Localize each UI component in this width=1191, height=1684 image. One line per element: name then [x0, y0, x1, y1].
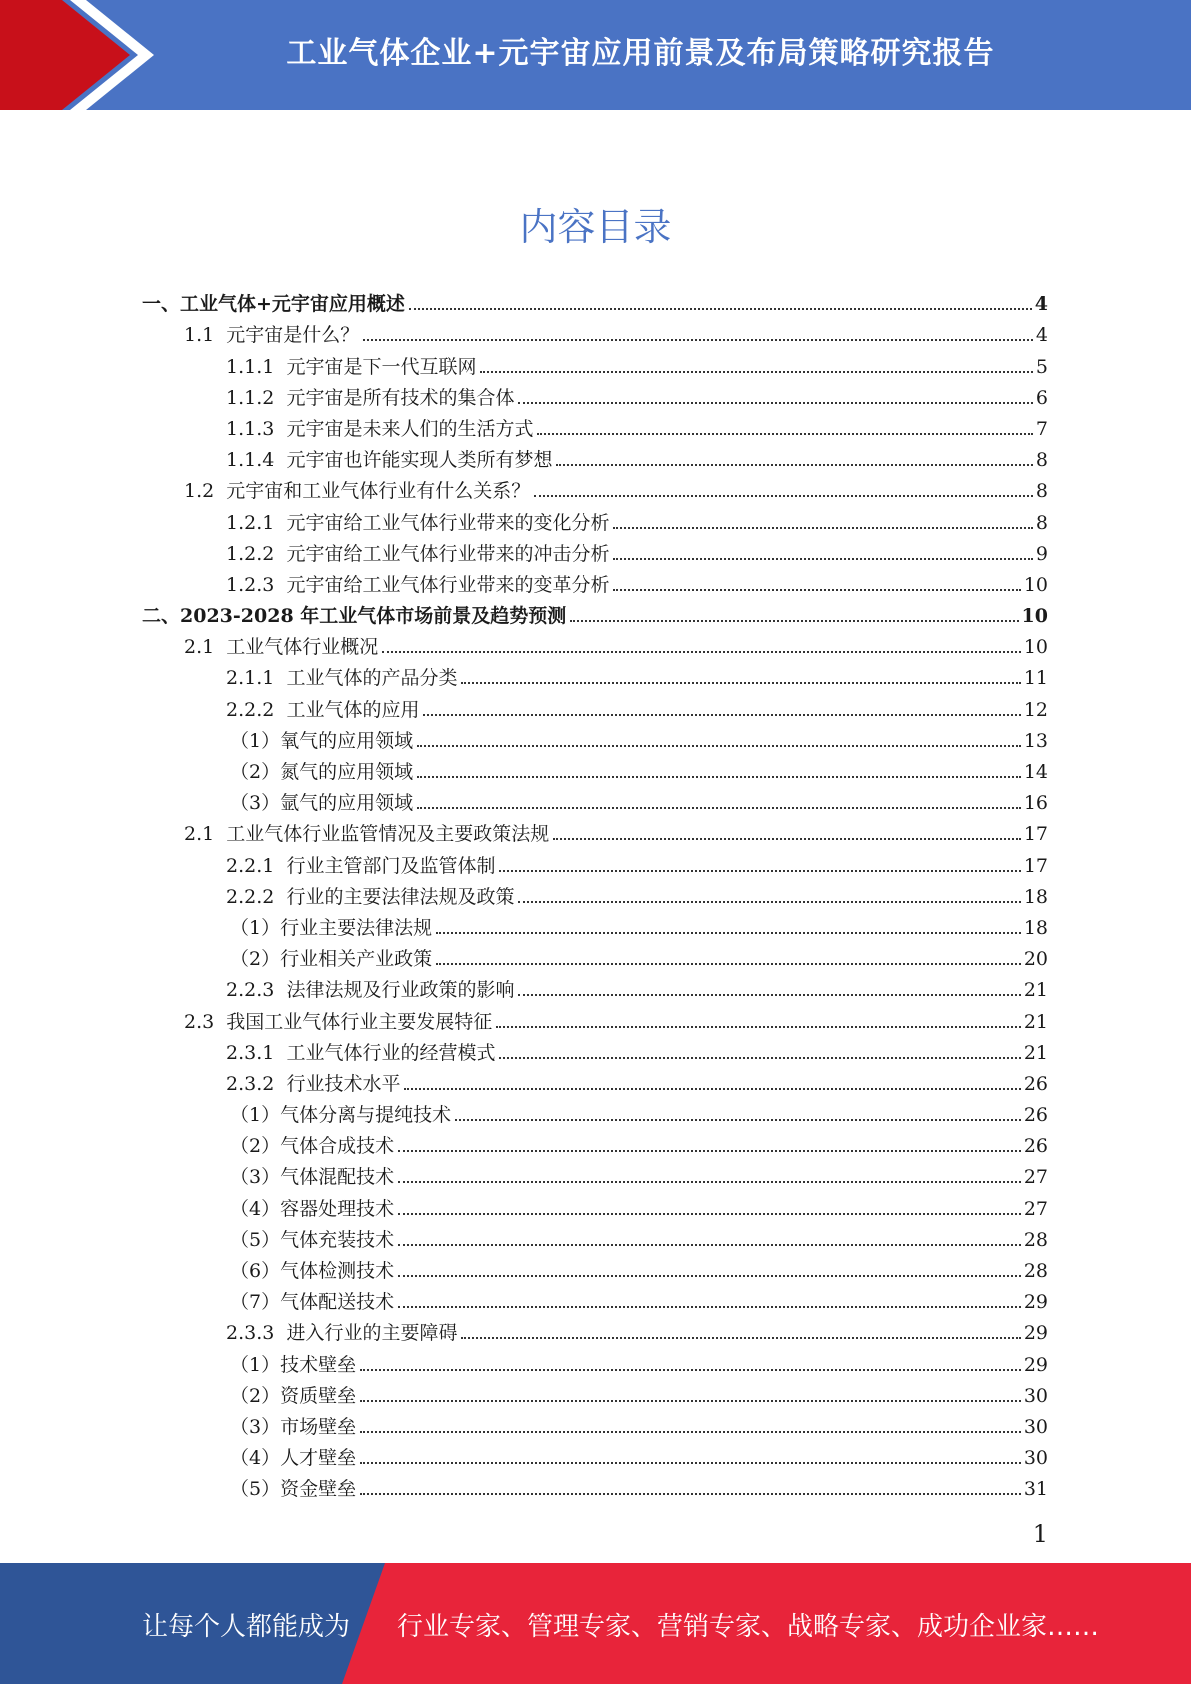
toc-entry-number: 1.1 [184, 324, 227, 347]
toc-entry-title: 进入行业的主要障碍 [286, 1322, 458, 1345]
toc-entry-title: 技术壁垒 [280, 1353, 357, 1376]
dot-leader [537, 433, 1032, 435]
toc-entry-title: 我国工业气体行业主要发展特征 [226, 1010, 493, 1033]
toc-entry[interactable] [142, 1469, 1048, 1500]
toc-entry-number: 2.3.2 [226, 1072, 287, 1095]
toc-entry-page: 29 [1023, 1291, 1048, 1314]
toc-entry[interactable] [142, 315, 1048, 346]
toc-entry-title: 元宇宙给工业气体行业带来的变化分析 [286, 511, 610, 534]
toc-entry-page: 9 [1035, 542, 1048, 565]
toc-entry-number: 2.1 [184, 823, 227, 846]
toc-entry-page: 28 [1023, 1228, 1048, 1251]
dot-leader [409, 308, 1032, 310]
toc-entry-title: 元宇宙给工业气体行业带来的变革分析 [286, 573, 610, 596]
toc-entry-title: 行业技术水平 [286, 1072, 401, 1095]
toc-entry-page: 27 [1023, 1197, 1048, 1220]
dot-leader [613, 527, 1032, 529]
dot-leader [518, 402, 1032, 404]
toc-entry-title: 气体配送技术 [280, 1291, 395, 1314]
toc-entry[interactable] [142, 939, 1048, 970]
toc-entry[interactable] [142, 845, 1048, 876]
dot-leader [499, 870, 1020, 872]
toc-entry-number: 2.3 [184, 1010, 227, 1033]
toc-entry-title: 工业气体行业的经营模式 [286, 1041, 496, 1064]
toc-entry[interactable] [142, 346, 1048, 377]
toc-entry[interactable] [142, 1001, 1048, 1032]
header-banner [0, 0, 1191, 110]
toc-entry-page: 30 [1023, 1447, 1048, 1470]
dot-leader [496, 1026, 1021, 1028]
toc-entry-number: （1） [230, 916, 281, 939]
toc-entry-title: 气体分离与提纯技术 [280, 1104, 452, 1127]
toc-entry-page: 13 [1023, 729, 1048, 752]
toc-entry-page: 7 [1035, 417, 1048, 440]
toc-entry[interactable] [142, 752, 1048, 783]
toc-entry[interactable] [142, 1157, 1048, 1188]
dot-leader [404, 1088, 1020, 1090]
toc-entry-title: 工业气体的应用 [286, 698, 420, 721]
toc-entry[interactable] [142, 1126, 1048, 1157]
dot-leader [398, 1181, 1021, 1183]
toc-entry-number: 2.2.2 [226, 698, 287, 721]
footer-slogan-right: 行业专家、管理专家、营销专家、战略专家、成功企业家…… [397, 1612, 1100, 1642]
toc-entry[interactable] [142, 970, 1048, 1001]
toc-entry-number: （3） [230, 1166, 281, 1189]
toc-entry-number: （6） [230, 1260, 281, 1282]
toc-entry-page: 8 [1035, 480, 1048, 503]
toc-entry-page: 10 [1023, 636, 1048, 659]
toc-entry-title: 资质壁垒 [280, 1384, 357, 1407]
toc-entry-number: （7） [230, 1291, 281, 1314]
toc-entry-page: 30 [1023, 1384, 1048, 1407]
toc-entry-page: 31 [1023, 1478, 1048, 1501]
footer-slogan-left: 让每个人都能成为 [142, 1612, 351, 1642]
toc-entry-title: 2023-2028 年工业气体市场前景及趋势预测 [180, 605, 567, 628]
toc-entry[interactable] [142, 1064, 1048, 1095]
dot-leader [436, 963, 1021, 965]
toc-entry-page: 16 [1023, 792, 1048, 815]
toc-entry-number: 2.3.1 [226, 1041, 287, 1064]
toc-entry[interactable] [142, 534, 1048, 565]
toc-entry-page: 29 [1023, 1353, 1048, 1376]
toc-entry-page: 26 [1023, 1072, 1048, 1095]
toc-entry-number: （5） [230, 1228, 281, 1251]
toc-entry-title: 资金壁垒 [280, 1478, 357, 1501]
toc-entry-number: （2） [230, 948, 281, 971]
toc-entry-page: 21 [1023, 1010, 1048, 1033]
toc-entry[interactable] [142, 908, 1048, 939]
toc-entry-number: （3） [230, 1415, 281, 1438]
toc-entry-page: 17 [1023, 854, 1048, 877]
toc-entry-page: 21 [1023, 979, 1048, 1002]
dot-leader [417, 807, 1021, 809]
footer-banner [0, 1563, 1191, 1684]
toc-entry-page: 18 [1023, 916, 1048, 939]
toc-entry[interactable] [142, 1407, 1048, 1438]
toc-entry-number: （2） [230, 761, 281, 783]
toc-entry[interactable] [142, 783, 1048, 814]
toc-entry-page: 10 [1021, 605, 1048, 628]
toc-entry-page: 17 [1023, 823, 1048, 846]
toc-entry[interactable] [142, 1033, 1048, 1064]
toc-entry-title: 氩气的应用领域 [280, 792, 414, 815]
toc-entry-page: 30 [1023, 1415, 1048, 1438]
dot-leader [382, 651, 1021, 653]
toc-entry-title: 元宇宙和工业气体行业有什么关系？ [226, 480, 531, 503]
toc-entry-number: 2.2.1 [226, 854, 287, 877]
toc-entry-number: （2） [230, 1384, 281, 1407]
toc-entry[interactable] [142, 1188, 1048, 1219]
toc-entry-number: （5） [230, 1478, 281, 1501]
toc-entry-title: 元宇宙是未来人们的生活方式 [286, 417, 534, 440]
toc-entry-number: 1.2.2 [226, 542, 287, 565]
toc-entry-title: 元宇宙是所有技术的集合体 [286, 386, 515, 409]
toc-entry-number: 1.2.3 [226, 573, 287, 596]
toc-entry[interactable] [142, 1376, 1048, 1407]
toc-entry[interactable] [142, 471, 1048, 502]
toc-entry-page: 12 [1023, 698, 1048, 721]
dot-leader [499, 1057, 1020, 1059]
toc-entry[interactable] [142, 658, 1048, 689]
toc-entry[interactable] [142, 284, 1048, 315]
toc-entry-page: 28 [1023, 1260, 1048, 1282]
dot-leader [360, 1493, 1021, 1495]
toc-entry-title: 氧气的应用领域 [280, 729, 414, 752]
dot-leader [455, 1119, 1021, 1121]
toc-entry-number: （4） [230, 1447, 281, 1470]
toc-entry-number: 2.1.1 [226, 667, 287, 690]
dot-leader [398, 1306, 1021, 1308]
toc-entry-title: 气体合成技术 [280, 1135, 395, 1158]
toc-entry-page: 26 [1023, 1135, 1048, 1158]
toc-entry-number: 1.1.3 [226, 417, 287, 440]
toc-entry[interactable] [142, 1313, 1048, 1344]
dot-leader [363, 339, 1033, 341]
toc-entry-number: （4） [230, 1197, 281, 1220]
toc-entry[interactable] [142, 1282, 1048, 1313]
toc-entry-number: 一、 [142, 293, 181, 316]
dot-leader [436, 932, 1021, 934]
dot-leader [570, 620, 1018, 622]
toc-entry-page: 26 [1023, 1104, 1048, 1127]
toc-entry-page: 8 [1035, 449, 1048, 472]
toc-entry-number: 2.3.3 [226, 1322, 287, 1345]
toc-entry-title: 元宇宙给工业气体行业带来的冲击分析 [286, 542, 610, 565]
toc-entry-title: 市场壁垒 [280, 1415, 357, 1438]
dot-leader [461, 682, 1020, 684]
toc-entry[interactable] [142, 596, 1048, 627]
toc-entry-title: 行业相关产业政策 [280, 948, 433, 971]
toc-entry-title: 元宇宙是下一代互联网 [286, 355, 477, 378]
toc-entry-title: 气体混配技术 [280, 1166, 395, 1189]
toc-entry-title: 工业气体行业概况 [226, 636, 379, 659]
toc-entry-number: （1） [230, 1353, 281, 1376]
toc-entry-title: 人才壁垒 [280, 1447, 357, 1470]
toc-entry[interactable] [142, 721, 1048, 752]
toc-entry-page: 20 [1023, 948, 1048, 971]
toc-entry[interactable] [142, 689, 1048, 720]
dot-leader [518, 901, 1020, 903]
toc-entry-title: 容器处理技术 [280, 1197, 395, 1220]
toc-entry-title: 行业主要法律法规 [280, 916, 433, 939]
toc-entry-page: 10 [1023, 573, 1048, 596]
toc-entry-page: 29 [1023, 1322, 1048, 1345]
toc-entry[interactable] [142, 565, 1048, 596]
toc-entry-page: 4 [1034, 293, 1048, 316]
toc-entry-title: 法律法规及行业政策的影响 [286, 979, 515, 1002]
report-title: 工业气体企业+元宇宙应用前景及布局策略研究报告 [286, 36, 995, 71]
dot-leader [360, 1431, 1021, 1433]
dot-leader [613, 558, 1032, 560]
toc-entry-number: 1.2.1 [226, 511, 287, 534]
toc-entry-title: 氮气的应用领域 [280, 761, 414, 783]
toc-entry-number: 1.1.4 [226, 449, 287, 472]
toc-entry-number: 2.1 [184, 636, 227, 659]
toc-entry-title: 行业的主要法律法规及政策 [286, 885, 515, 908]
toc-entry-title: 气体充装技术 [280, 1228, 395, 1251]
toc-entry[interactable] [142, 877, 1048, 908]
dot-leader [398, 1150, 1021, 1152]
toc-entry-page: 6 [1035, 386, 1048, 409]
dot-leader [461, 1337, 1020, 1339]
toc-entry[interactable] [142, 440, 1048, 471]
toc-entry[interactable] [142, 814, 1048, 845]
dot-leader [417, 776, 1021, 778]
toc-entry[interactable] [142, 502, 1048, 533]
toc-entry[interactable] [142, 378, 1048, 409]
toc-entry[interactable] [142, 1344, 1048, 1375]
toc-entry-number: （1） [230, 1104, 281, 1127]
toc-entry-title: 行业主管部门及监管体制 [286, 854, 496, 877]
toc-entry-title: 工业气体的产品分类 [286, 667, 458, 690]
toc-entry-number: （2） [230, 1135, 281, 1158]
toc-entry-page: 18 [1023, 885, 1048, 908]
toc-entry-title: 工业气体+元宇宙应用概述 [180, 293, 405, 316]
toc-entry-number: 二、 [142, 605, 181, 628]
toc-entry-page: 21 [1023, 1041, 1048, 1064]
dot-leader [398, 1244, 1021, 1246]
toc-entry-title: 工业气体行业监管情况及主要政策法规 [226, 823, 550, 846]
page-number: 1 [1032, 1520, 1048, 1548]
dot-leader [534, 495, 1033, 497]
toc-entry-title: 气体检测技术 [280, 1260, 395, 1282]
toc-entry-page: 27 [1023, 1166, 1048, 1189]
dot-leader [518, 994, 1020, 996]
toc-entry[interactable] [142, 409, 1048, 440]
dot-leader [553, 838, 1021, 840]
dot-leader [398, 1275, 1021, 1277]
toc-entry-page: 8 [1035, 511, 1048, 534]
dot-leader [360, 1369, 1021, 1371]
toc-entry[interactable] [142, 1251, 1048, 1282]
toc-entry-number: 1.2 [184, 480, 227, 503]
dot-leader [360, 1462, 1021, 1464]
toc-entry-number: （3） [230, 792, 281, 815]
dot-leader [360, 1400, 1021, 1402]
toc-heading: 内容目录 [519, 205, 672, 249]
toc-entry-number: （1） [230, 729, 281, 752]
toc-entry[interactable] [142, 1438, 1048, 1469]
toc-entry[interactable] [142, 1095, 1048, 1126]
toc-entry-number: 1.1.2 [226, 386, 287, 409]
toc-entry-page: 14 [1023, 761, 1048, 783]
toc-entry-number: 2.2.2 [226, 885, 287, 908]
dot-leader [613, 589, 1020, 591]
toc-entry[interactable] [142, 627, 1048, 658]
toc-entry-number: 2.2.3 [226, 979, 287, 1002]
dot-leader [398, 1213, 1021, 1215]
toc-entry-page: 5 [1035, 355, 1048, 378]
toc-entry-number: 1.1.1 [226, 355, 287, 378]
toc-entry-page: 11 [1023, 667, 1048, 690]
toc-entry[interactable] [142, 1220, 1048, 1251]
dot-leader [417, 745, 1021, 747]
table-of-contents [142, 284, 1048, 1500]
toc-entry-title: 元宇宙是什么？ [226, 324, 360, 347]
dot-leader [480, 371, 1032, 373]
dot-leader [556, 464, 1032, 466]
toc-entry-page: 4 [1035, 324, 1048, 347]
dot-leader [423, 714, 1020, 716]
toc-entry-title: 元宇宙也许能实现人类所有梦想 [286, 449, 553, 472]
